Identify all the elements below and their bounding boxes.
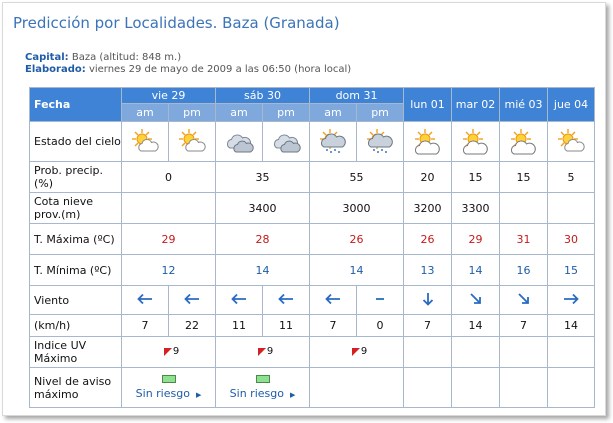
aviso-text: Sin riesgo — [135, 387, 190, 400]
capital-info — [25, 52, 181, 63]
wind-speed: 11 — [216, 315, 263, 337]
rain-cloud-icon — [365, 127, 395, 157]
capital-label: Capital: — [25, 52, 69, 63]
period-am: am — [122, 104, 169, 122]
forecast-table — [29, 87, 595, 408]
day-header-sab30: sáb 30 — [216, 88, 310, 104]
uv-value: 9 — [266, 346, 274, 357]
cloud-icon — [224, 127, 254, 157]
day-header-mie03: mié 03 — [500, 88, 548, 122]
uv-index — [258, 346, 273, 357]
precip-value: 55 — [310, 162, 404, 193]
cloud-icon — [271, 127, 301, 157]
uv-flag-icon — [352, 348, 360, 356]
elaborado-label: Elaborado: — [25, 64, 86, 75]
precip-value: 35 — [216, 162, 310, 193]
sun-cloud-icon — [556, 127, 586, 157]
tmax-value: 29 — [452, 224, 500, 255]
tmax-value: 26 — [310, 224, 404, 255]
cota-value — [548, 193, 595, 224]
precip-value: 5 — [548, 162, 595, 193]
triangle-right-icon: ▶ — [289, 391, 296, 399]
arrow-west-icon — [230, 292, 248, 306]
row-label-kmh: (km/h) — [30, 315, 122, 337]
tmin-value: 14 — [452, 255, 500, 286]
day-header-dom31: dom 31 — [310, 88, 404, 104]
rain-cloud-icon — [318, 127, 348, 157]
period-pm: pm — [263, 104, 310, 122]
sun-cloud-icon — [130, 127, 160, 157]
uv-value: 9 — [360, 346, 368, 357]
precip-value: 20 — [404, 162, 452, 193]
wind-speed: 7 — [404, 315, 452, 337]
wind-speed: 14 — [452, 315, 500, 337]
cota-value: 3200 — [404, 193, 452, 224]
arrow-west-icon — [136, 292, 154, 306]
wind-speed: 0 — [357, 315, 404, 337]
aviso-level-box — [256, 375, 270, 383]
tmin-value: 14 — [310, 255, 404, 286]
day-header-vie29: vie 29 — [122, 88, 216, 104]
row-label-cota: Cota nieve prov.(m) — [30, 193, 122, 224]
arrow-west-icon — [277, 292, 295, 306]
arrow-southeast-icon — [467, 292, 485, 306]
page-title: Predicción por Localidades. Baza (Granada) — [13, 14, 340, 32]
sun-cloud-icon — [177, 127, 207, 157]
row-label-viento: Viento — [30, 286, 122, 315]
wind-speed: 7 — [310, 315, 357, 337]
forecast-panel — [2, 2, 606, 416]
aviso-level-box — [162, 375, 176, 383]
aviso-indicator — [216, 375, 309, 400]
wind-speed: 22 — [169, 315, 216, 337]
period-pm: pm — [357, 104, 404, 122]
tmax-value: 26 — [404, 224, 452, 255]
fecha-header: Fecha — [30, 88, 122, 122]
uv-index — [352, 346, 367, 357]
elaborado-value: viernes 29 de mayo de 2009 a las 06:50 (hora local) — [88, 64, 352, 75]
wind-speed: 14 — [548, 315, 595, 337]
wind-speed: 11 — [263, 315, 310, 337]
tmax-value: 31 — [500, 224, 548, 255]
day-header-lun01: lun 01 — [404, 88, 452, 122]
uv-index — [164, 346, 179, 357]
arrow-south-icon — [419, 292, 437, 306]
row-label-estado: Estado del cielo — [30, 122, 122, 162]
tmax-value: 29 — [122, 224, 216, 255]
cota-value: 3300 — [452, 193, 500, 224]
arrow-west-icon — [183, 292, 201, 306]
wind-speed: 7 — [122, 315, 169, 337]
elaborado-info — [25, 64, 351, 75]
tmin-value: 16 — [500, 255, 548, 286]
tmin-value: 13 — [404, 255, 452, 286]
day-header-mar02: mar 02 — [452, 88, 500, 122]
row-label-tmin: T. Mínima (ºC) — [30, 255, 122, 286]
row-label-precip: Prob. precip.(%) — [30, 162, 122, 193]
tmax-value: 30 — [548, 224, 595, 255]
tmin-value: 15 — [548, 255, 595, 286]
cota-value: 3400 — [216, 193, 310, 224]
precip-value: 15 — [452, 162, 500, 193]
row-label-aviso: Nivel de aviso máximo — [30, 368, 122, 408]
sky-row — [30, 122, 595, 162]
sun-cloud-icon — [461, 127, 491, 157]
period-am: am — [310, 104, 357, 122]
arrow-west-icon — [324, 292, 342, 306]
uv-flag-icon — [164, 348, 172, 356]
calm-icon — [371, 292, 389, 306]
aviso-link[interactable] — [136, 387, 202, 400]
tmax-value: 28 — [216, 224, 310, 255]
day-header-jue04: jue 04 — [548, 88, 595, 122]
aviso-link[interactable] — [230, 387, 296, 400]
uv-value: 9 — [172, 346, 180, 357]
arrow-east-icon — [562, 292, 580, 306]
precip-value: 0 — [122, 162, 216, 193]
row-label-tmax: T. Máxima (ºC) — [30, 224, 122, 255]
sun-cloud-icon — [413, 127, 443, 157]
tmin-value: 12 — [122, 255, 216, 286]
period-am: am — [216, 104, 263, 122]
cota-value — [122, 193, 216, 224]
cota-value — [500, 193, 548, 224]
precip-value: 15 — [500, 162, 548, 193]
capital-value: Baza (altitud: 848 m.) — [71, 52, 182, 63]
aviso-indicator — [122, 375, 215, 400]
uv-flag-icon — [258, 348, 266, 356]
aviso-text: Sin riesgo — [229, 387, 284, 400]
cota-value: 3000 — [310, 193, 404, 224]
sun-cloud-icon — [509, 127, 539, 157]
row-label-uv: Indice UV Máximo — [30, 337, 122, 368]
arrow-southeast-icon — [515, 292, 533, 306]
triangle-right-icon: ▶ — [195, 391, 202, 399]
wind-speed: 7 — [500, 315, 548, 337]
tmin-value: 14 — [216, 255, 310, 286]
period-pm: pm — [169, 104, 216, 122]
